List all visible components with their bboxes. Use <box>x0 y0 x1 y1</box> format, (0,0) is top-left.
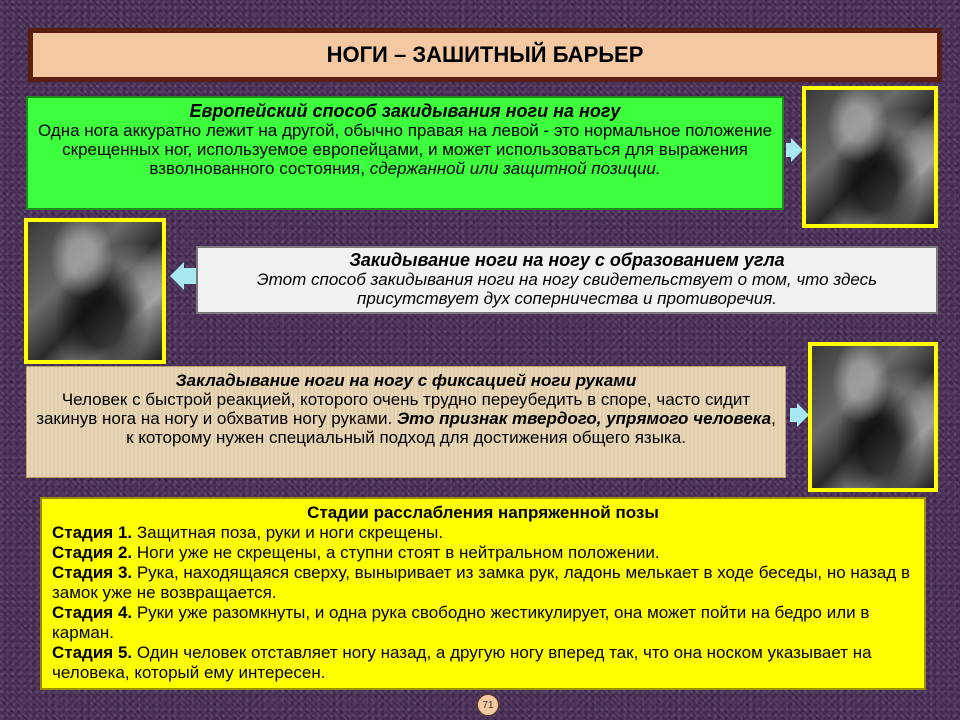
stage-label: Стадия 5. <box>52 643 133 662</box>
stages-box <box>40 497 926 690</box>
stage-text: Защитная поза, руки и ноги скрещены. <box>132 523 444 542</box>
page-number: 71 <box>477 694 499 716</box>
stage-item-1 <box>52 523 914 543</box>
european-heading: Европейский способ закидывания ноги на ногу <box>189 101 621 121</box>
fixation-tail: , к которому нужен специальный подход для достижения общего языка. <box>126 409 776 447</box>
stage-item-5 <box>52 643 914 683</box>
stage-text: Один человек отставляет ногу назад, а другую ногу вперед так, что она носком указывает на человека, который ему интересен. <box>52 643 872 682</box>
angle-cross-box <box>196 246 938 314</box>
arrow-left-icon <box>170 262 184 290</box>
stage-item-4 <box>52 603 914 643</box>
stage-text: Руки уже разомкнуты, и одна рука свободно жестикулирует, она может пойти на бедро или в карман. <box>52 603 870 642</box>
angle-heading: Закидывание ноги на ногу с образованием угла <box>349 250 785 270</box>
page-title: НОГИ – ЗАШИТНЫЙ БАРЬЕР <box>33 33 937 77</box>
stage-label: Стадия 4. <box>52 603 133 622</box>
stages-heading: Стадии расслабления напряженной позы <box>307 503 659 522</box>
photo-european-cross <box>802 86 938 228</box>
angle-text: Этот способ закидывания ноги на ногу свидетельствует о том, что здесь присутствует дух соперничества и противоречия. <box>256 270 878 308</box>
stage-label: Стадия 3. <box>52 563 133 582</box>
stage-label: Стадия 1. <box>52 523 133 542</box>
stage-item-3 <box>52 563 914 603</box>
european-text: Одна нога аккуратно лежит на другой, обычно правая на левой - это нормальное положение скрещенных ног, используемое европейцами, и может использоваться для выражения взволнованного состояния, <box>37 121 773 178</box>
photo-fixation <box>808 342 938 492</box>
european-cross-box <box>26 96 784 210</box>
stage-label: Стадия 2. <box>52 543 133 562</box>
fixation-heading: Закладывание ноги на ногу с фиксацией ноги руками <box>175 371 637 390</box>
fixation-box <box>26 366 786 478</box>
stage-text: Ноги уже не скрещены, а ступни стоят в нейтральном положении. <box>132 543 660 562</box>
european-text-italic: сдержанной или защитной позиции. <box>369 159 661 178</box>
title-frame <box>28 28 942 82</box>
fixation-text: Человек с быстрой реакцией, которого очень трудно переубедить в споре, часто сидит закинув нога на ногу и обхватив ногу руками. <box>36 390 751 428</box>
arrow-left-stem <box>184 268 196 284</box>
fixation-emphasis: Это признак твердого, упрямого человека <box>396 409 772 428</box>
photo-angle-cross <box>24 218 166 364</box>
stage-text: Рука, находящаяся сверху, выныривает из замка рук, ладонь мелькает в ходе беседы, но назад в замок уже не возвращается. <box>52 563 911 602</box>
stage-item-2 <box>52 543 914 563</box>
